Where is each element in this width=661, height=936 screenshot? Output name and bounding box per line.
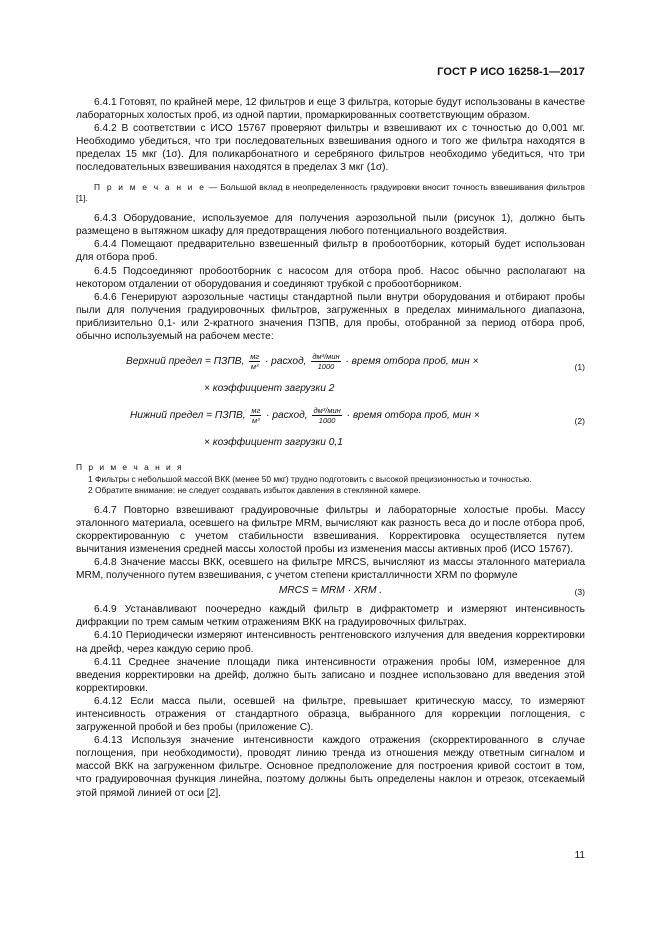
note-2-item-2: 2 Обратите внимание: не следует создавать избыток давления в стеклянной камере. — [88, 485, 421, 496]
page-number: 11 — [574, 850, 585, 861]
standard-header: ГОСТ Р ИСО 16258-1—2017 — [437, 66, 585, 78]
formula-2-lhs: Нижний предел = ПЗПВ, — [130, 410, 249, 422]
formula-2 — [76, 406, 585, 436]
formula-3-number: (3) — [574, 587, 585, 598]
formula-1-frac-1 — [249, 352, 260, 371]
note-2 — [76, 462, 585, 474]
paragraph-6-4-2: 6.4.2 В соответствии с ИСО 15767 проверяют фильтры и взвешивают их с точностью до 0,001 мг. Необходимо убедиться, что три последовательных взвешивания одного и того же фильтра находятся в пределах 15 мкг (1σ). Для поликарбонатного и серебряного фильтров необходимо убедиться, что три последовательных взвешивания находятся в пределах 3 мкг (1σ). — [76, 123, 585, 174]
paragraph-6-4-10: 6.4.10 Периодически измеряют интенсивность рентгеновского излучения для введения корректировки на дрейф, через каждую серию проб. — [76, 630, 585, 655]
formula-1-frac-1-den: м³ — [250, 362, 259, 372]
formula-2-tail: · время отбора проб, мин × — [343, 410, 480, 422]
paragraph-6-4-13: 6.4.13 Используя значение интенсивности каждого отражения (скорректированного в случае поглощения, при необходимости), проводят линию тренда из отношения между ответным сигналом и массой ВКК на загруженном фильтре. Основное предположение для построения кривой состоит в том, что градуировочная функция линейна, поэтому должны быть определены наклон и отрезок, отсекаемый этой прямой линией от оси [2]. — [76, 735, 585, 799]
formula-1-frac-1-num: мг — [250, 352, 260, 362]
formula-1-tail: · время отбора проб, мин × — [342, 356, 479, 368]
note-1-title: П р и м е ч а н и е — [94, 181, 206, 192]
paragraph-6-4-12: 6.4.12 Если масса пыли, осевшей на фильтре, превышает критическую массу, то измеряют интенсивность отражения от стандартного образца, выбранного для коррекции поглощения, с загруженной пробой и без пробы (приложение С). — [76, 695, 585, 734]
formula-2-frac-1-num: мг — [251, 406, 261, 416]
formula-1 — [76, 352, 585, 382]
formula-1-lhs: Верхний предел = ПЗПВ, — [126, 356, 248, 368]
formula-2-line-2: × коэффициент загрузки 0,1 — [204, 437, 343, 449]
formula-2-frac-2 — [312, 406, 341, 425]
formula-3-text: MRCS = MRM · XRM . — [278, 585, 383, 597]
formula-2-frac-2-num: дм³/мин — [313, 406, 341, 416]
paragraph-6-4-5: 6.4.5 Подсоединяют пробоотборник с насосом для отбора проб. Насос обычно располагают на некотором отдалении от оборудования и соединяют трубкой с пробоотборником. — [76, 265, 585, 290]
paragraph-6-4-9: 6.4.9 Устанавливают поочередно каждый фильтр в дифрактометр и измеряют интенсивность дифракции по трем самым четким отражениям ВКК на градуировочных фильтрах. — [76, 604, 585, 629]
formula-1-mid: · расход, — [262, 356, 310, 368]
note-1-text: — Большой вклад в неопределенность градуировки вносит точность взвешивания фильтров [1]. — [76, 181, 585, 204]
formula-2-number: (2) — [574, 416, 585, 427]
paragraph-6-4-4: 6.4.4 Помещают предварительно взвешенный фильтр в пробоотборник, который будет использован для отбора проб. — [76, 239, 585, 264]
note-1 — [76, 182, 585, 206]
page-body — [76, 96, 585, 800]
paragraph-6-4-3: 6.4.3 Оборудование, используемое для получения аэрозольной пыли (рисунок 1), должно быть размещено в вытяжном шкафу для предотвращения любого потенциального воздействия. — [76, 213, 585, 238]
note-2-item-1: 1 Фильтры с небольшой массой ВКК (менее 50 мкг) трудно подготовить с высокой прецизионностью и точностью. — [88, 473, 532, 484]
formula-1-number: (1) — [574, 362, 585, 373]
formula-1-frac-2 — [311, 352, 340, 371]
formula-2-frac-1-den: м³ — [252, 416, 260, 426]
formula-2-frac-1 — [250, 406, 261, 425]
paragraph-6-4-7: 6.4.7 Повторно взвешивают градуировочные фильтры и лабораторные холостые пробы. Массу эталонного материала, осевшего на фильтре MRM, вычисляют как разность веса до и после отбора проб, скорректированную с учетом стабильности взвешивания. Корректировка осуществляется путем вычитания изменения средней массы холостой пробы из изменения массы активных проб (ИСО 15767). — [76, 504, 585, 555]
formula-2-mid: · расход, — [263, 410, 311, 422]
formula-1-frac-2-num: дм³/мин — [312, 352, 340, 362]
formula-3 — [76, 584, 585, 601]
formula-1-frac-2-den: 1000 — [317, 362, 335, 372]
formula-1-line-2: × коэффициент загрузки 2 — [204, 383, 335, 395]
formula-2-frac-2-den: 1000 — [318, 416, 336, 426]
paragraph-6-4-11: 6.4.11 Среднее значение площади пика интенсивности отражения пробы I0M, измеренное для введения корректировки на дрейф, должно быть записано и позднее использовано для введения этой корректировки. — [76, 656, 585, 694]
paragraph-6-4-1: 6.4.1 Готовят, по крайней мере, 12 фильтров и еще 3 фильтра, которые будут использованы в качестве лабораторных холостых проб, из одной партии, промаркированных соответствующим образом. — [76, 97, 585, 122]
note-2-title: П р и м е ч а н и я — [76, 462, 184, 473]
paragraph-6-4-8: 6.4.8 Значение массы ВКК, осевшего на фильтре MRCS, вычисляют из массы эталонного материала MRM, полученного путем взвешивания, с учетом степени кристалличности XRM по формуле — [76, 557, 585, 582]
paragraph-6-4-6: 6.4.6 Генерируют аэрозольные частицы стандартной пыли внутри оборудования и отбирают пробы пыли для получения градуировочных фильтров, загруженных в пределах минимального диапазона, приблизительно 0,1- или 2-кратного значения ПЗПВ, для пробы, отобранной за период отбора проб, обычно используемый на рабочем месте: — [76, 291, 585, 342]
